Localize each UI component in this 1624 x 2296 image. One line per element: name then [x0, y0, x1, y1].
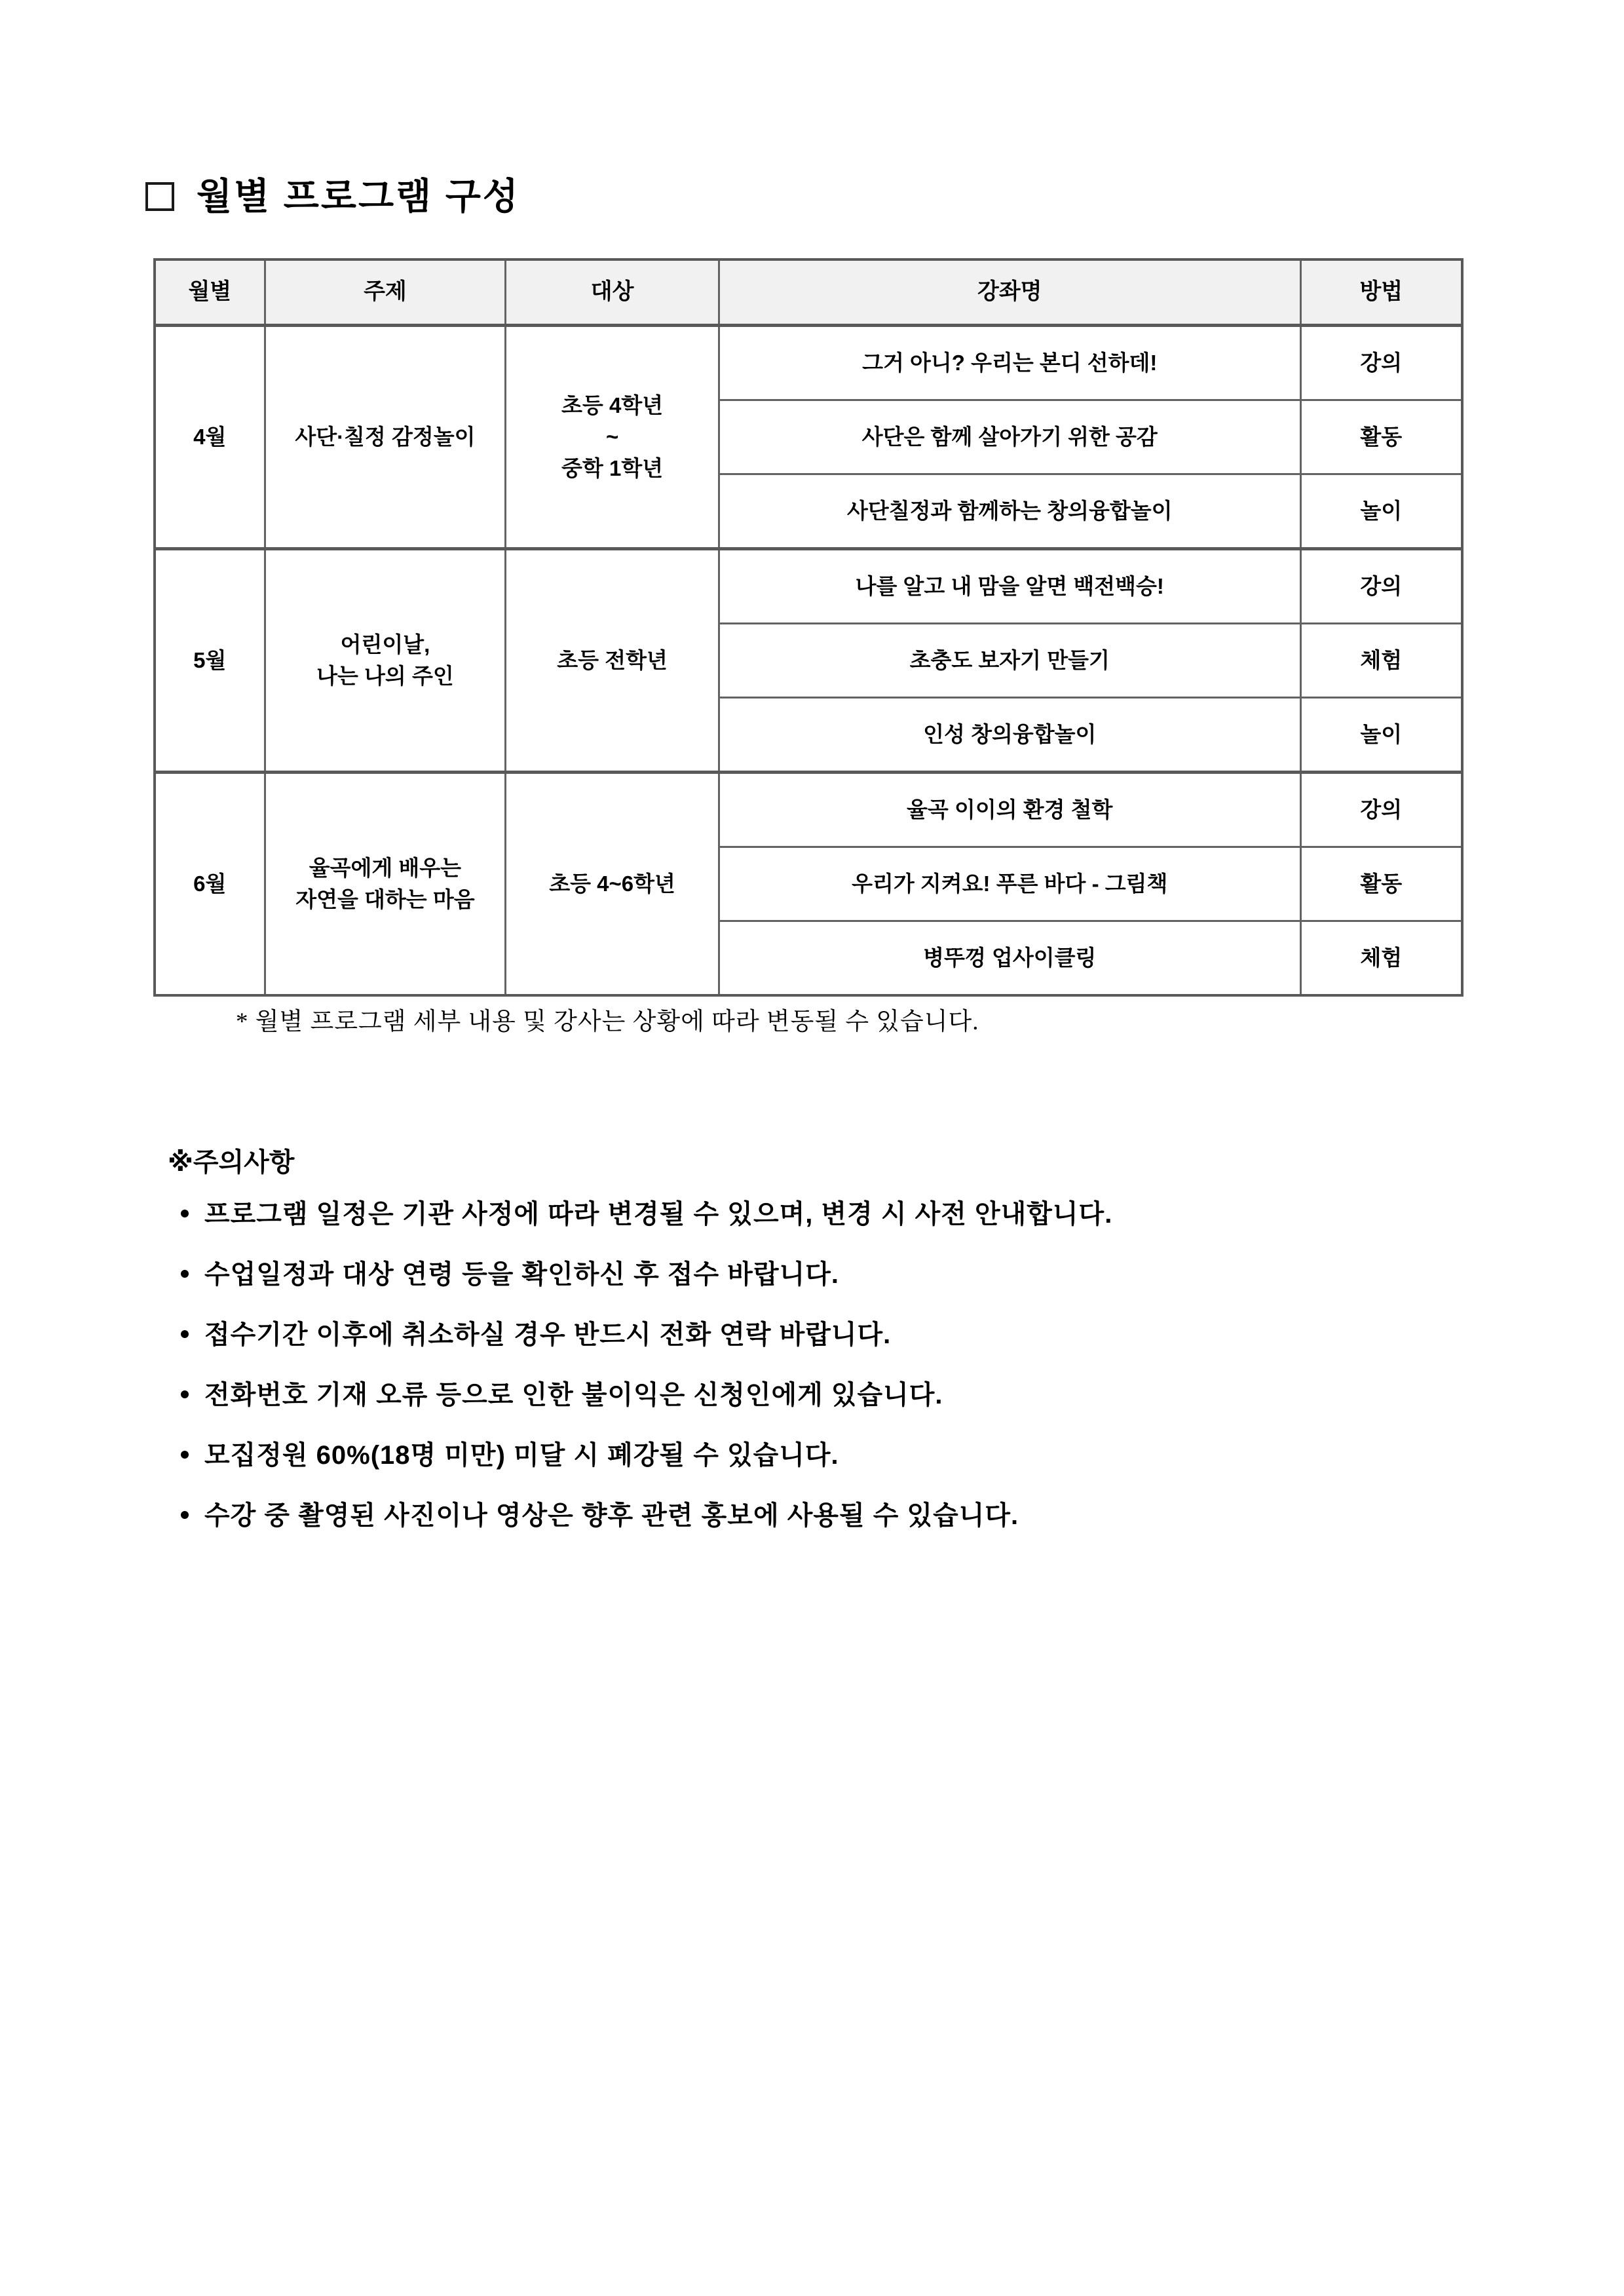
- target-line: ~: [605, 425, 619, 450]
- list-item: [168, 1198, 1412, 1230]
- table-row: [155, 549, 1462, 624]
- notice-item-text: 수강 중 촬영된 사진이나 영상은 향후 관련 홍보에 사용될 수 있습니다.: [204, 1501, 1019, 1530]
- cell-course: 초충도 보자기 만들기: [719, 624, 1300, 698]
- notice-section: [168, 1141, 1412, 1560]
- table-body: [155, 326, 1462, 996]
- cell-method: 활동: [1300, 400, 1462, 474]
- column-header-target: 대상: [506, 259, 719, 326]
- theme-line: 사단·칠정 감정놀이: [295, 425, 476, 450]
- cell-theme-may: [265, 549, 506, 773]
- cell-method: 활동: [1300, 847, 1462, 921]
- program-table-container: [153, 258, 1463, 997]
- checkbox-square-icon: [145, 182, 174, 211]
- table-row: [155, 773, 1462, 847]
- cell-course: 사단칠정과 함께하는 창의융합놀이: [719, 474, 1300, 549]
- cell-course: 율곡 이이의 환경 철학: [719, 773, 1300, 847]
- cell-course: 병뚜껑 업사이클링: [719, 921, 1300, 996]
- theme-line: 율곡에게 배우는: [309, 856, 462, 881]
- cell-theme-june: [265, 773, 506, 996]
- cell-method: 강의: [1300, 773, 1462, 847]
- cell-method: 체험: [1300, 624, 1462, 698]
- notice-heading: ※주의사항: [168, 1148, 295, 1177]
- list-item: [168, 1379, 1412, 1411]
- cell-target-may: [506, 549, 719, 773]
- target-line: 초등 4~6학년: [549, 871, 675, 896]
- bullet-dot-icon: [181, 1511, 189, 1519]
- bullet-dot-icon: [181, 1210, 189, 1217]
- theme-line: 나는 나의 주인: [316, 664, 454, 688]
- notice-item-text: 수업일정과 대상 연령 등을 확인하신 후 접수 바랍니다.: [204, 1260, 839, 1289]
- list-item: [168, 1259, 1412, 1290]
- monthly-program-table: [153, 258, 1463, 997]
- cell-method: 강의: [1300, 549, 1462, 624]
- bullet-dot-icon: [181, 1330, 189, 1338]
- notice-item-text: 모집정원 60%(18명 미만) 미달 시 폐강될 수 있습니다.: [204, 1441, 839, 1470]
- cell-course: 인성 창의융합놀이: [719, 698, 1300, 773]
- cell-method: 놀이: [1300, 474, 1462, 549]
- bullet-dot-icon: [181, 1390, 189, 1398]
- cell-month-may: 5월: [155, 549, 265, 773]
- column-header-method: 방법: [1300, 259, 1462, 326]
- target-line: 초등 전학년: [557, 648, 668, 673]
- cell-method: 놀이: [1300, 698, 1462, 773]
- table-header-row: [155, 259, 1462, 326]
- bullet-dot-icon: [181, 1270, 189, 1278]
- cell-target-april: [506, 326, 719, 549]
- cell-method: 강의: [1300, 326, 1462, 400]
- cell-course: 우리가 지켜요! 푸른 바다 - 그림책: [719, 847, 1300, 921]
- column-header-course: 강좌명: [719, 259, 1300, 326]
- cell-method: 체험: [1300, 921, 1462, 996]
- target-line: 초등 4학년: [561, 393, 664, 418]
- theme-line: 자연을 대하는 마음: [295, 887, 475, 911]
- target-line: 중학 1학년: [561, 455, 664, 480]
- table-row: [155, 326, 1462, 400]
- column-header-month: 월별: [155, 259, 265, 326]
- cell-course: 사단은 함께 살아가기 위한 공감: [719, 400, 1300, 474]
- cell-course: 나를 알고 내 맘을 알면 백전백승!: [719, 549, 1300, 624]
- notice-item-text: 프로그램 일정은 기관 사정에 따라 변경될 수 있으며, 변경 시 사전 안내합니다.: [204, 1200, 1113, 1229]
- column-header-theme: 주제: [265, 259, 506, 326]
- bullet-dot-icon: [181, 1451, 189, 1459]
- notice-item-text: 접수기간 이후에 취소하실 경우 반드시 전화 연락 바랍니다.: [204, 1320, 892, 1349]
- cell-month-june: 6월: [155, 773, 265, 996]
- page-title-text: 월별 프로그램 구성: [197, 176, 520, 217]
- page-title: [145, 178, 520, 215]
- table-footnote: * 월별 프로그램 세부 내용 및 강사는 상황에 따라 변동될 수 있습니다.: [236, 1008, 979, 1035]
- cell-month-april: 4월: [155, 326, 265, 549]
- list-item: [168, 1319, 1412, 1350]
- cell-theme-april: [265, 326, 506, 549]
- cell-course: 그거 아니? 우리는 본디 선하데!: [719, 326, 1300, 400]
- theme-line: 어린이날,: [340, 632, 430, 657]
- cell-target-june: [506, 773, 719, 996]
- notice-list: [168, 1198, 1412, 1531]
- list-item: [168, 1500, 1412, 1531]
- notice-item-text: 전화번호 기재 오류 등으로 인한 불이익은 신청인에게 있습니다.: [204, 1381, 943, 1409]
- list-item: [168, 1440, 1412, 1471]
